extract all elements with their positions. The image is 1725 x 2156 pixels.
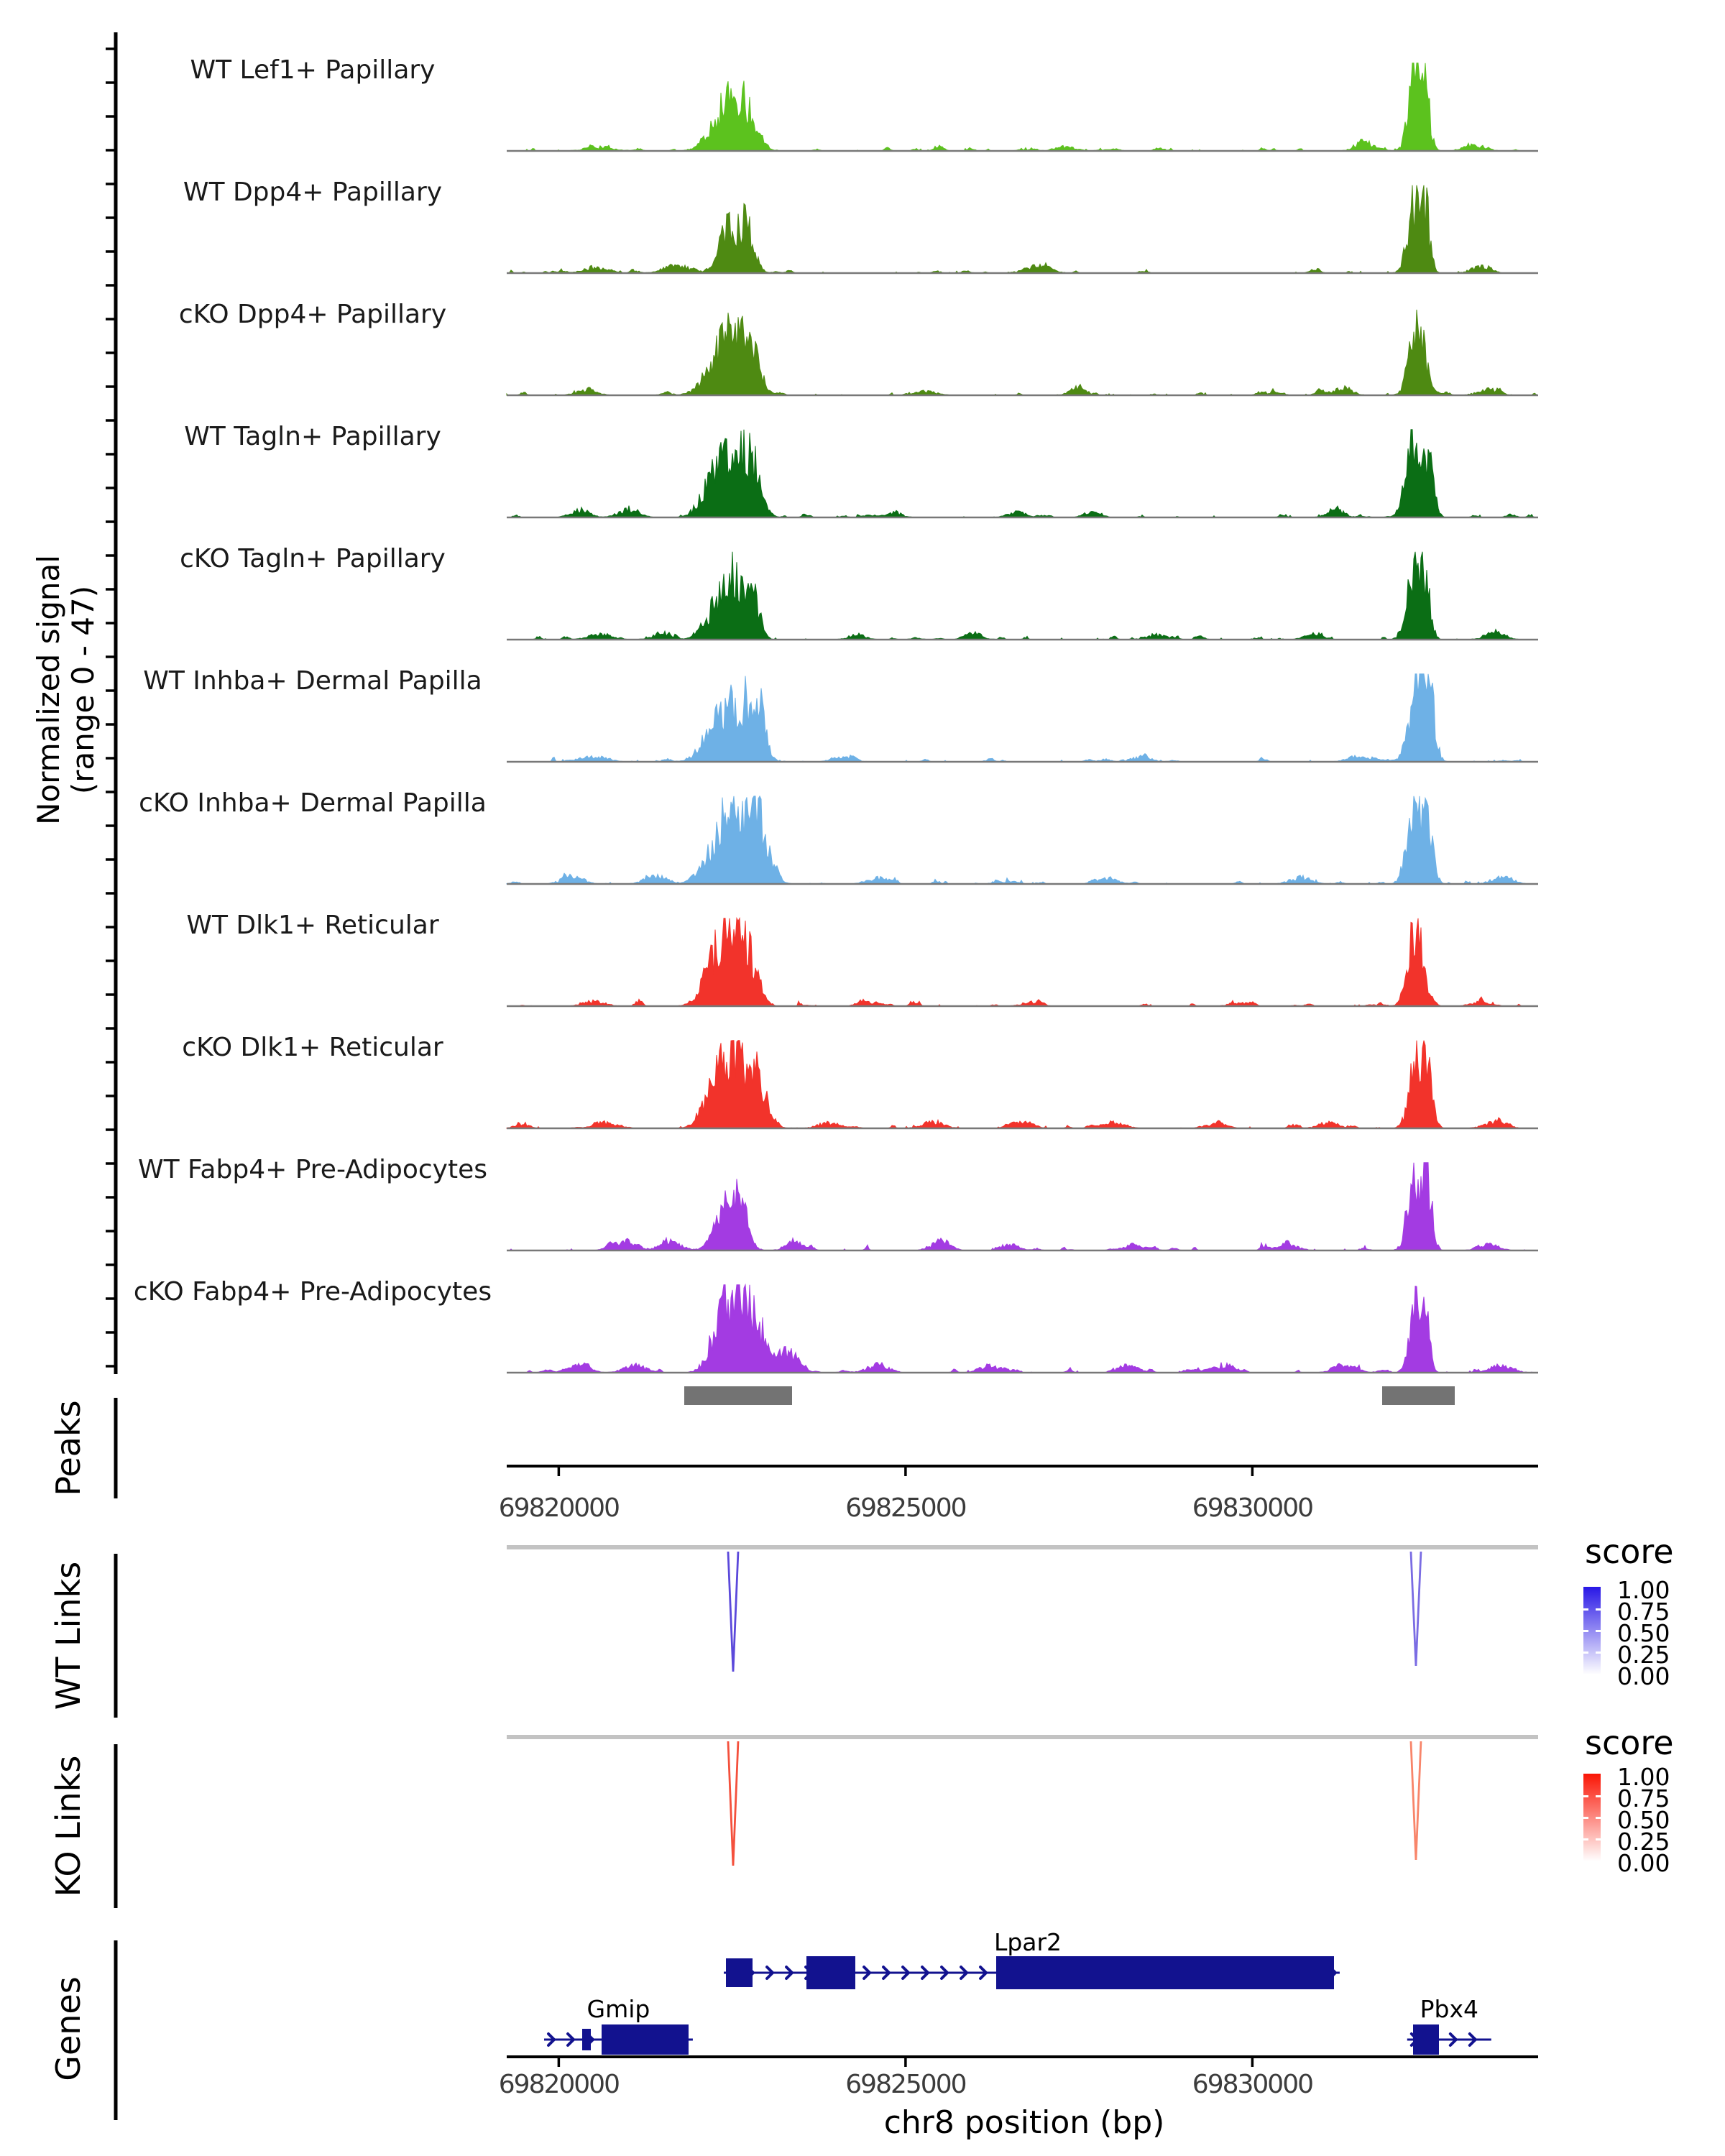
signal-area-track-8 xyxy=(507,918,1538,1006)
wt-score-tick xyxy=(1596,1608,1601,1611)
wt-score-label-0.50: 0.50 xyxy=(1617,1619,1670,1647)
track-label-5: cKO Tagln+ Papillary xyxy=(180,544,446,573)
signal-area-track-6 xyxy=(507,674,1538,762)
wt-score-label-1.00: 1.00 xyxy=(1617,1576,1670,1604)
wt-score-tick xyxy=(1583,1630,1588,1632)
gene-name-Lpar2: Lpar2 xyxy=(993,1928,1062,1956)
wt-link-spike-2 xyxy=(1411,1552,1421,1666)
track-label-11: cKO Fabp4+ Pre-Adipocytes xyxy=(133,1277,492,1307)
signal-area-track-1 xyxy=(507,63,1538,151)
y-axis-label-line2: (range 0 - 47) xyxy=(65,585,101,795)
wt-score-tick xyxy=(1596,1630,1601,1632)
genes-section-label: Genes xyxy=(49,1976,88,2081)
ko-score-tick xyxy=(1583,1838,1588,1841)
track-label-2: WT Dpp4+ Papillary xyxy=(183,178,443,207)
ko-links-section-label: KO Links xyxy=(49,1755,88,1897)
ko-score-tick xyxy=(1583,1817,1588,1819)
signal-area-track-4 xyxy=(507,430,1538,517)
peaks-section-label: Peaks xyxy=(49,1400,88,1496)
wt-score-label-0.00: 0.00 xyxy=(1617,1662,1670,1690)
wt-score-tick xyxy=(1583,1608,1588,1611)
track-label-8: WT Dlk1+ Reticular xyxy=(186,911,439,940)
gene-exon-Gmip-2 xyxy=(602,2024,689,2055)
peaks-x-axis-tick-label-3: 69830000 xyxy=(1192,1493,1313,1523)
ko-score-label-0.75: 0.75 xyxy=(1617,1784,1670,1812)
ko-score-tick xyxy=(1596,1817,1601,1819)
ko-score-tick xyxy=(1583,1795,1588,1797)
gene-name-Pbx4: Pbx4 xyxy=(1420,1995,1478,2023)
y-axis-label-line1: Normalized signal xyxy=(30,555,66,825)
gene-exon-Pbx4-1 xyxy=(1413,2024,1439,2055)
wt-score-label-0.25: 0.25 xyxy=(1617,1641,1670,1669)
signal-area-track-7 xyxy=(507,796,1538,884)
track-label-6: WT Inhba+ Dermal Papilla xyxy=(143,666,482,696)
gene-exon-Lpar2-1 xyxy=(726,1958,753,1987)
track-label-9: cKO Dlk1+ Reticular xyxy=(182,1033,443,1062)
ko-score-tick xyxy=(1596,1838,1601,1841)
ko-score-label-0.00: 0.00 xyxy=(1617,1849,1670,1877)
wt-score-legend-title: score xyxy=(1585,1532,1674,1571)
signal-area-track-10 xyxy=(507,1163,1538,1250)
gene-exon-Lpar2-2 xyxy=(806,1956,855,1989)
ko-score-label-0.50: 0.50 xyxy=(1617,1806,1670,1834)
gene-exon-Lpar2-3 xyxy=(996,1956,1334,1989)
track-label-3: cKO Dpp4+ Papillary xyxy=(178,300,447,329)
track-label-7: cKO Inhba+ Dermal Papilla xyxy=(139,788,487,818)
wt-links-section-label: WT Links xyxy=(49,1561,88,1710)
gene-name-Gmip: Gmip xyxy=(586,1995,650,2023)
peak-interval-bar-2 xyxy=(1382,1386,1455,1405)
signal-area-track-9 xyxy=(507,1041,1538,1128)
x-axis-title: chr8 position (bp) xyxy=(883,2104,1165,2141)
track-label-10: WT Fabp4+ Pre-Adipocytes xyxy=(138,1155,487,1184)
wt-score-tick xyxy=(1596,1651,1601,1654)
ko-link-spike-1 xyxy=(728,1741,738,1866)
signal-area-track-11 xyxy=(507,1285,1538,1373)
wt-score-tick xyxy=(1583,1651,1588,1654)
genes-x-axis-tick-label-2: 69825000 xyxy=(845,2070,966,2099)
wt-score-label-0.75: 0.75 xyxy=(1617,1598,1670,1626)
genes-x-axis-tick-label-3: 69830000 xyxy=(1192,2070,1313,2099)
peaks-x-axis-tick-label-2: 69825000 xyxy=(845,1493,966,1523)
peak-interval-bar-1 xyxy=(684,1386,792,1405)
ko-score-label-0.25: 0.25 xyxy=(1617,1828,1670,1856)
y-axis-label xyxy=(30,438,102,941)
track-label-1: WT Lef1+ Papillary xyxy=(190,55,436,85)
signal-area-track-2 xyxy=(507,185,1538,273)
signal-area-track-5 xyxy=(507,552,1538,640)
signal-area-track-3 xyxy=(507,310,1538,395)
ko-score-tick xyxy=(1596,1795,1601,1797)
wt-link-spike-1 xyxy=(728,1552,738,1672)
track-label-4: WT Tagln+ Papillary xyxy=(184,422,441,451)
ko-score-label-1.00: 1.00 xyxy=(1617,1763,1670,1791)
ko-score-legend-title: score xyxy=(1585,1723,1674,1762)
peaks-x-axis-tick-label-1: 69820000 xyxy=(498,1493,619,1523)
genes-x-axis-tick-label-1: 69820000 xyxy=(498,2070,619,2099)
gene-exon-Gmip-1 xyxy=(582,2029,591,2050)
ko-link-spike-2 xyxy=(1411,1741,1421,1860)
